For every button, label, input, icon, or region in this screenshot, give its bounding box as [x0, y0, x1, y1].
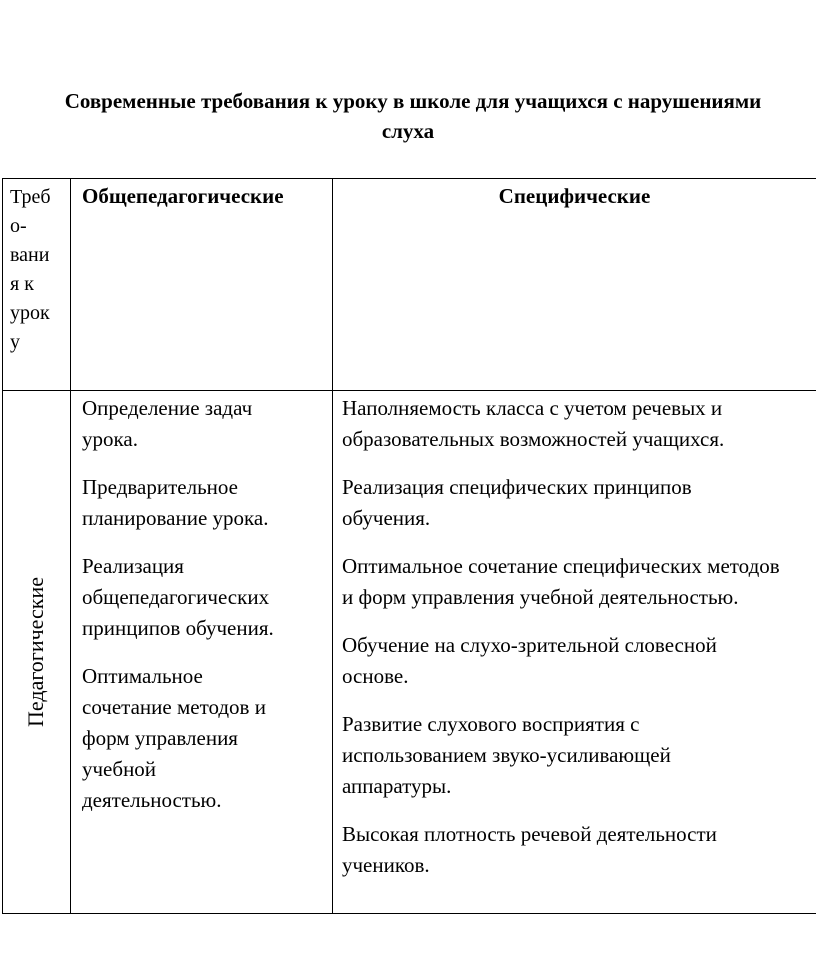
- table-divider-col1: [70, 178, 71, 914]
- header-requirements-line: Треб: [10, 186, 51, 208]
- specific-item: [342, 709, 816, 802]
- table-divider-header: [2, 390, 816, 391]
- header-requirements-line: у: [10, 331, 20, 353]
- header-cell-general: [82, 181, 330, 212]
- row-label-pedagogical: Педагогические: [23, 577, 48, 727]
- specific-item-line: использованием звуко-усиливающей: [342, 743, 671, 767]
- specific-item-line: образовательных возможностей учащихся.: [342, 427, 725, 451]
- header-requirements-line: вани: [10, 244, 50, 266]
- general-item: [82, 393, 332, 455]
- general-item-line: Определение задач: [82, 396, 253, 420]
- general-item-line: Оптимальное: [82, 664, 203, 688]
- specific-item-line: основе.: [342, 664, 409, 688]
- general-item-line: форм управления: [82, 726, 238, 750]
- specific-item-line: Оптимальное сочетание специфических методов: [342, 554, 780, 578]
- specific-item-line: учеников.: [342, 853, 430, 877]
- table-border-top: [2, 178, 816, 179]
- specific-item: [342, 472, 816, 534]
- general-item: [82, 551, 332, 644]
- header-specific-label: Специфические: [498, 184, 651, 208]
- header-cell-specific: [333, 181, 816, 212]
- specific-requirements-cell: [342, 393, 816, 911]
- general-item-line: сочетание методов и: [82, 695, 266, 719]
- specific-item: [342, 819, 816, 881]
- specific-item: [342, 551, 816, 613]
- general-item-line: Предварительное: [82, 475, 238, 499]
- header-requirements-line: я к: [10, 273, 34, 295]
- table-border-bottom: [2, 913, 816, 914]
- specific-item: [342, 630, 816, 692]
- general-item-line: принципов обучения.: [82, 616, 274, 640]
- title-line-2: слуха: [381, 119, 435, 143]
- specific-item-line: Обучение на слухо-зрительной словесной: [342, 633, 717, 657]
- specific-item-line: Наполняемость класса с учетом речевых и: [342, 396, 723, 420]
- general-item: [82, 661, 332, 816]
- general-item-line: планирование урока.: [82, 506, 269, 530]
- title-line-1: Современные требования к уроку в школе для учащихся с нарушениями: [64, 89, 762, 113]
- specific-item-line: Реализация специфических принципов: [342, 475, 692, 499]
- table-divider-col2: [332, 178, 333, 914]
- general-item-line: урока.: [82, 427, 138, 451]
- row-label-cell: [2, 391, 70, 913]
- general-item-line: общепедагогических: [82, 585, 270, 609]
- header-cell-requirements: [10, 183, 70, 388]
- general-item-line: учебной: [82, 757, 157, 781]
- general-item: [82, 472, 332, 534]
- specific-item-line: Высокая плотность речевой деятельности: [342, 822, 717, 846]
- specific-item-line: обучения.: [342, 506, 431, 530]
- specific-item: [342, 393, 816, 455]
- general-requirements-cell: [82, 393, 332, 911]
- specific-item-line: аппаратуры.: [342, 774, 452, 798]
- general-item-line: Реализация: [82, 554, 184, 578]
- header-requirements-line: урок: [10, 302, 50, 324]
- header-general-label: Общепедагогические: [82, 184, 284, 208]
- specific-item-line: и форм управления учебной деятельностью.: [342, 585, 739, 609]
- specific-item-line: Развитие слухового восприятия с: [342, 712, 640, 736]
- header-requirements-line: о-: [10, 215, 27, 237]
- general-item-line: деятельностью.: [82, 788, 222, 812]
